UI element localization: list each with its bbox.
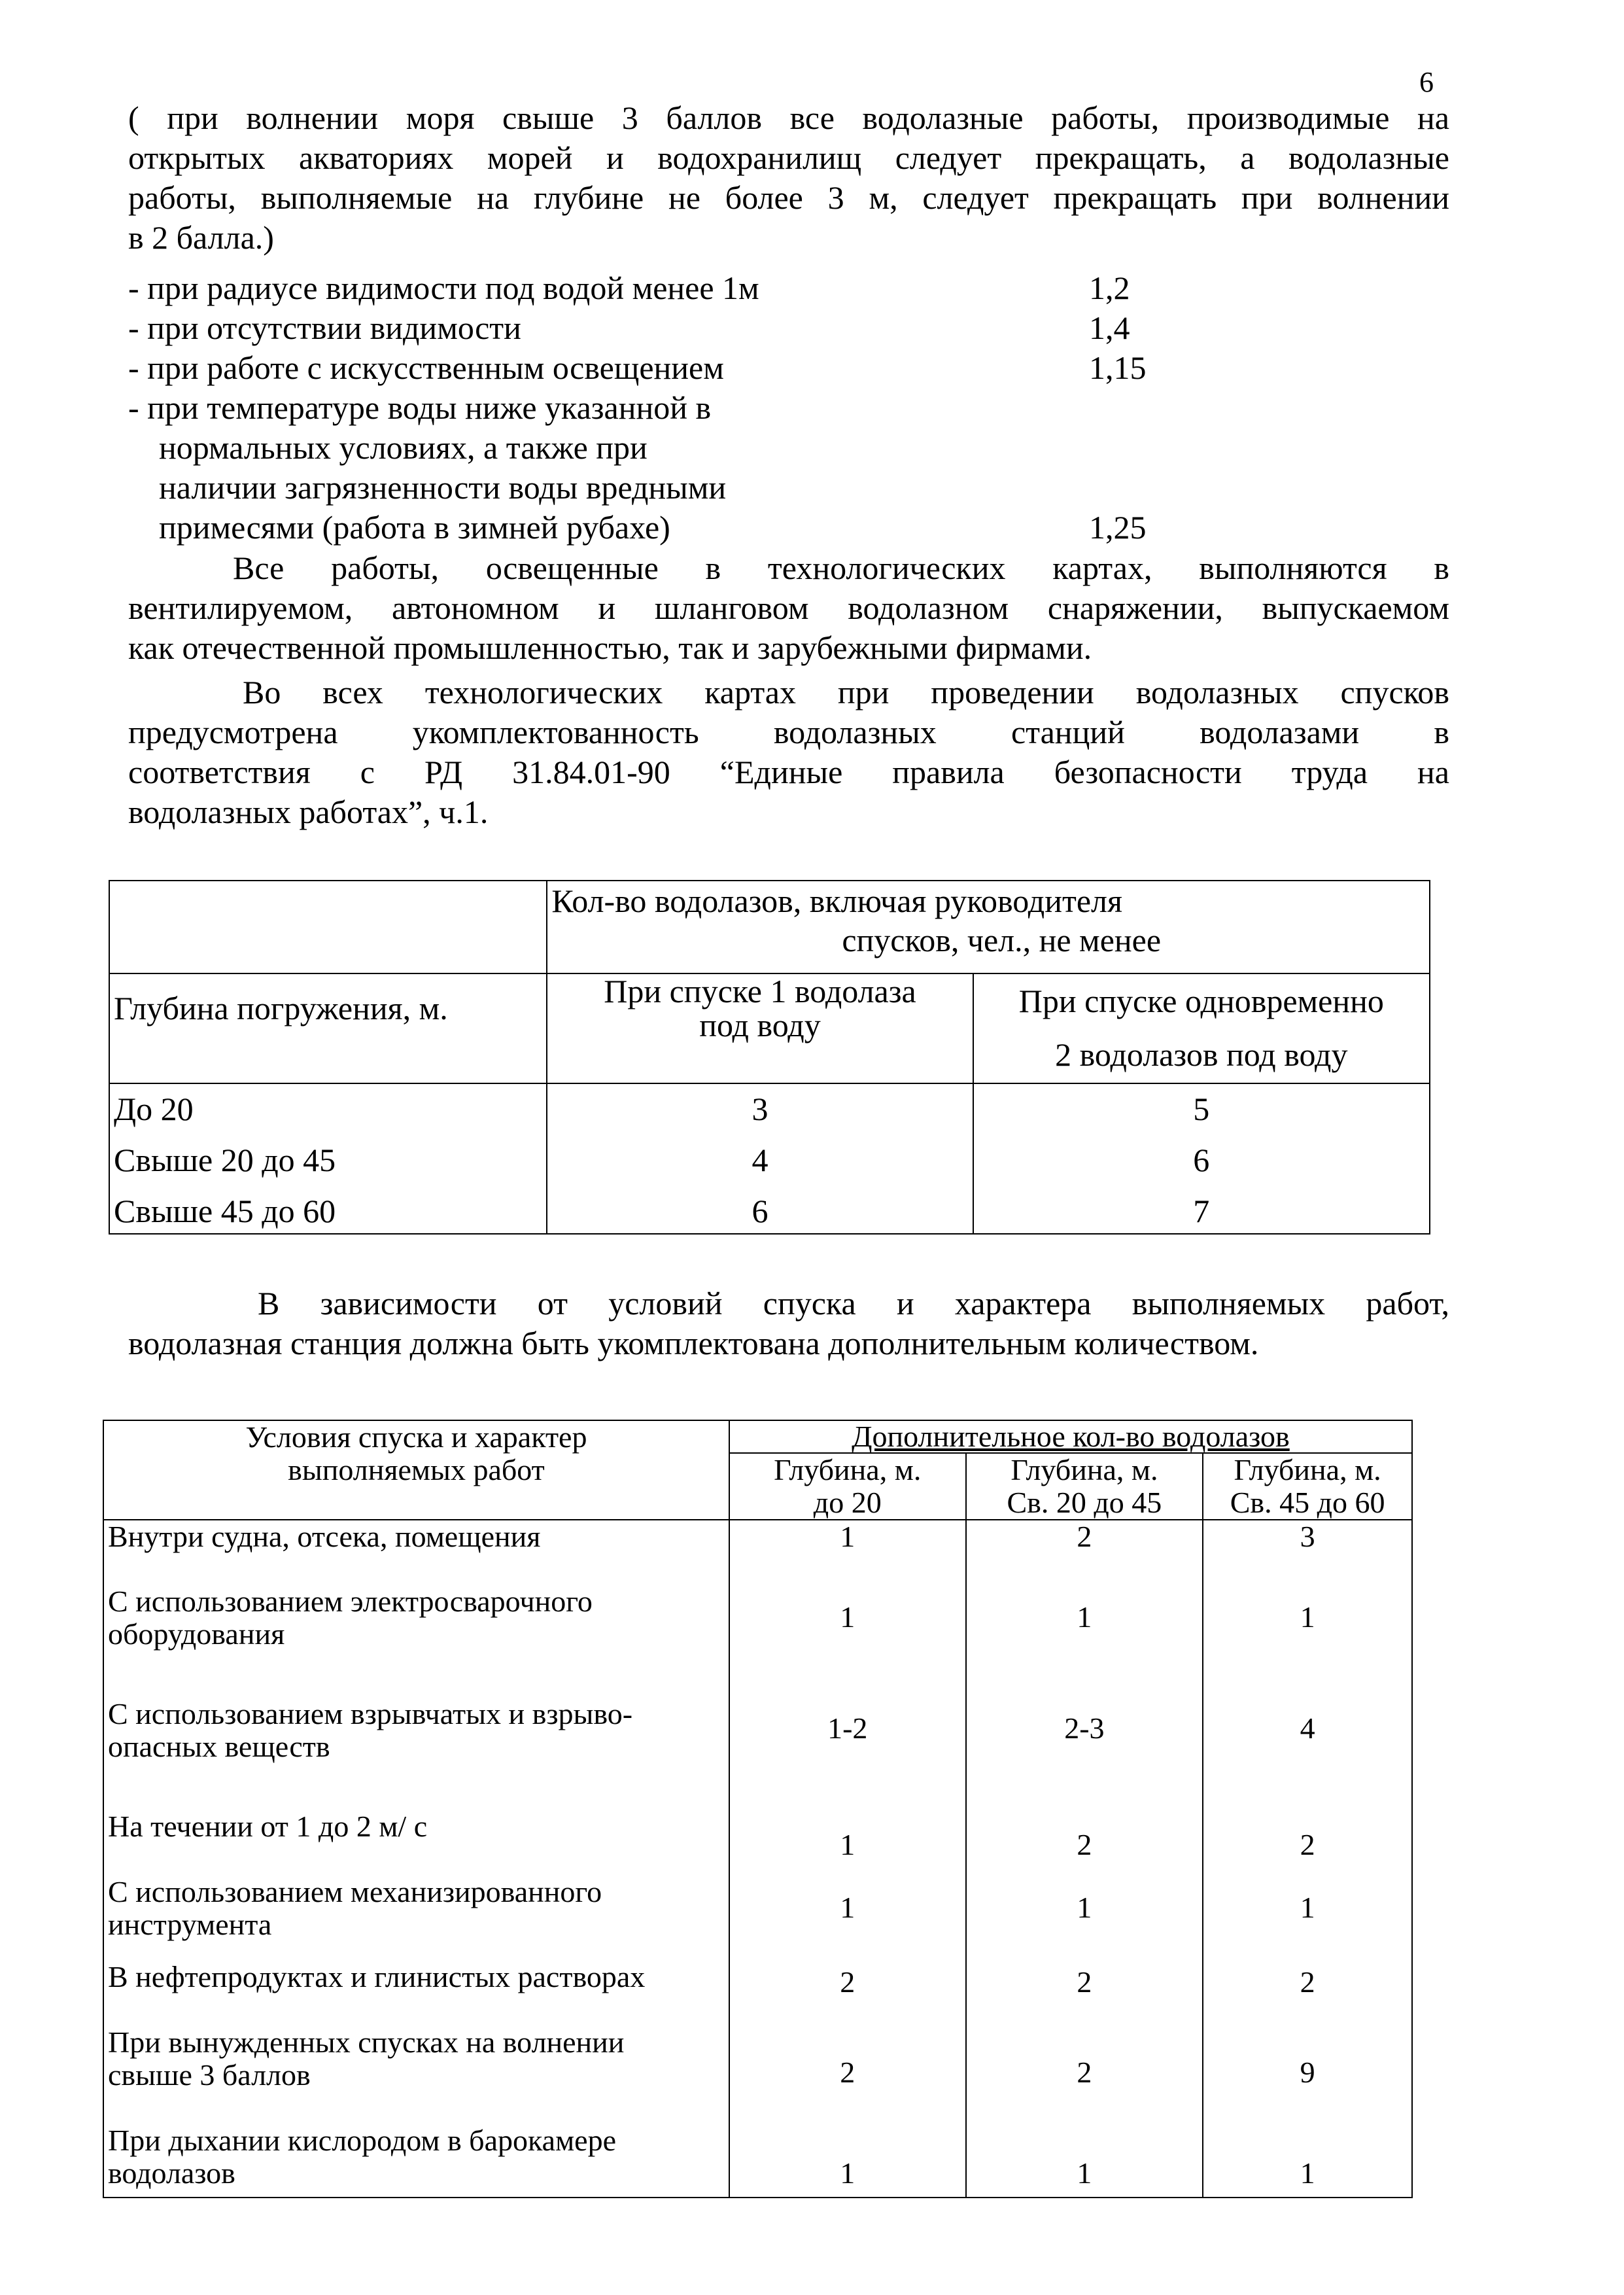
condition-value: 1,25 <box>1089 509 1147 546</box>
condition-line: опасных веществ <box>108 1730 330 1763</box>
paragraph-line: соответствия с РД 31.84.01-90 “Единые правила безопасности труда на <box>128 754 1449 790</box>
header-line: Глубина, м. <box>774 1453 922 1486</box>
table-row <box>103 1698 1412 1810</box>
condition-text: - при отсутствии видимости <box>128 309 521 346</box>
condition-line: На течении от 1 до 2 м/ с <box>108 1810 428 1843</box>
cell-depth-2: 1 <box>966 2124 1203 2198</box>
header-line: Св. 45 до 60 <box>1230 1486 1385 1519</box>
cell-condition <box>103 2026 729 2124</box>
header-line: под воду <box>699 1007 821 1043</box>
cell-two: 5 <box>973 1083 1430 1129</box>
cell-depth-2: 2-3 <box>966 1698 1203 1810</box>
intro-line: ( при волнении моря свыше 3 баллов все водолазные работы, производимые на <box>128 99 1449 136</box>
cell-depth-3: 1 <box>1203 1876 1412 1961</box>
condition-value: 1,15 <box>1089 349 1147 386</box>
paragraph-line: как отечественной промышленностью, так и зарубежными фирмами. <box>128 629 1092 666</box>
cell-depth-2: 2 <box>966 1520 1203 1585</box>
cell-depth-2: 2 <box>966 1810 1203 1876</box>
column-header-one-diver <box>547 973 973 1083</box>
condition-line: С использованием взрывчатых и взрыво- <box>108 1697 633 1730</box>
table-row <box>103 1810 1412 1876</box>
cell-depth-1: 1 <box>729 1520 966 1585</box>
column-header-two-divers <box>973 973 1430 1083</box>
cell-depth-3: 2 <box>1203 1961 1412 2026</box>
header-group: Дополнительное кол-во водолазов <box>729 1420 1412 1453</box>
table-row <box>109 1083 1430 1129</box>
cell-depth-3: 3 <box>1203 1520 1412 1585</box>
table-row <box>103 2124 1412 2198</box>
condition-value: 1,2 <box>1089 270 1130 306</box>
header-line: При спуске одновременно <box>1018 983 1384 1019</box>
cell-condition <box>103 1810 729 1876</box>
cell-depth-2: 1 <box>966 1585 1203 1698</box>
page-number: 6 <box>1419 66 1434 98</box>
intro-line: работы, выполняемые на глубине не более 3 м, следует прекращать при волнении <box>128 179 1449 216</box>
paragraph-line: Все работы, освещенные в технологических картах, выполняются в <box>233 550 1449 586</box>
condition-text: наличии загрязненности воды вредными <box>159 469 727 506</box>
condition-line: инструмента <box>108 1908 272 1941</box>
condition-text: - при температуре воды ниже указанной в <box>128 389 712 426</box>
paragraph-line: водолазных работах”, ч.1. <box>128 794 489 830</box>
condition-line: оборудования <box>108 1617 285 1651</box>
header-line: выполняемых работ <box>288 1453 545 1486</box>
cell-condition <box>103 1876 729 1961</box>
column-header-depth-2 <box>966 1453 1203 1520</box>
cell-two: 7 <box>973 1180 1430 1234</box>
condition-line: При вынужденных спусках на волнении <box>108 2025 625 2059</box>
cell-one: 3 <box>547 1083 973 1129</box>
condition-line: С использованием электросварочного <box>108 1585 593 1618</box>
cell-depth-1: 1 <box>729 2124 966 2198</box>
condition-line: С использованием механизированного <box>108 1875 602 1908</box>
intro-line: в 2 балла.) <box>128 219 274 256</box>
condition-line: водолазов <box>108 2156 235 2190</box>
header-line: Условия спуска и характер <box>245 1420 587 1454</box>
header-group-line: Кол-во водолазов, включая руководителя <box>551 883 1122 919</box>
cell-depth-3: 4 <box>1203 1698 1412 1810</box>
cell-depth-1: 2 <box>729 2026 966 2124</box>
column-header-depth-3 <box>1203 1453 1412 1520</box>
cell-condition <box>103 1585 729 1698</box>
additional-divers-table <box>103 1420 1413 2198</box>
paragraph-additional <box>128 1284 1449 1363</box>
header-line: Св. 20 до 45 <box>1007 1486 1162 1519</box>
cell-depth-2: 1 <box>966 1876 1203 1961</box>
header-line: При спуске 1 водолаза <box>604 973 916 1009</box>
cell-condition <box>103 2124 729 2198</box>
table-row <box>109 1180 1430 1234</box>
paragraph-line: водолазная станция должна быть укомплектована дополнительным количеством. <box>128 1325 1259 1361</box>
cell-one: 4 <box>547 1129 973 1180</box>
column-header-depth: Глубина погружения, м. <box>109 973 547 1083</box>
paragraph-line: предусмотрена укомплектованность водолазных станций водолазами в <box>128 714 1449 750</box>
condition-text: - при радиусе видимости под водой менее 1м <box>128 270 759 306</box>
header-line: Глубина, м. <box>1234 1453 1381 1486</box>
table-row <box>103 2026 1412 2124</box>
cell-depth-3: 1 <box>1203 1585 1412 1698</box>
paragraph-line: вентилируемом, автономном и шланговом водолазном снаряжении, выпускаемом <box>128 589 1449 626</box>
cell-condition <box>103 1698 729 1810</box>
paragraph-staffing <box>128 673 1449 832</box>
cell-depth-3: 2 <box>1203 1810 1412 1876</box>
cell-depth-1: 1 <box>729 1876 966 1961</box>
table-header-cell <box>547 881 1430 973</box>
column-header-depth-1 <box>729 1453 966 1520</box>
header-line: 2 водолазов под воду <box>1055 1036 1348 1073</box>
cell-depth-1: 1-2 <box>729 1698 966 1810</box>
intro-paragraph <box>128 98 1449 258</box>
divers-count-table <box>109 880 1430 1235</box>
cell-one: 6 <box>547 1180 973 1234</box>
table-row <box>103 1520 1412 1585</box>
table-header-row <box>109 973 1430 1083</box>
condition-line: Внутри судна, отсека, помещения <box>108 1520 541 1553</box>
cell-two: 6 <box>973 1129 1430 1180</box>
cell-depth-2: 2 <box>966 1961 1203 2026</box>
condition-text: нормальных условиях, а также при <box>159 429 648 466</box>
condition-line: В нефтепродуктах и глинистых растворах <box>108 1960 646 1993</box>
cell-depth-2: 2 <box>966 2026 1203 2124</box>
cell-depth-3: 9 <box>1203 2026 1412 2124</box>
table-row <box>103 1876 1412 1961</box>
condition-text: примесями (работа в зимней рубахе) <box>159 509 670 546</box>
cell-condition <box>103 1520 729 1585</box>
cell-depth: До 20 <box>109 1083 547 1129</box>
cell-depth-1: 2 <box>729 1961 966 2026</box>
header-group-line: спусков, чел., не менее <box>842 922 1162 958</box>
condition-line: При дыхании кислородом в барокамере <box>108 2124 617 2157</box>
table-header-cell <box>109 881 547 973</box>
condition-value: 1,4 <box>1089 309 1130 346</box>
intro-line: открытых акваториях морей и водохранилищ следует прекращать, а водолазные <box>128 139 1449 176</box>
header-line: до 20 <box>813 1486 882 1519</box>
condition-text: - при работе с искусственным освещением <box>128 349 724 386</box>
column-header-conditions <box>103 1420 729 1520</box>
paragraph-line: Во всех технологических картах при проведении водолазных спусков <box>243 674 1449 710</box>
table-header-row <box>103 1420 1412 1453</box>
cell-depth: Свыше 20 до 45 <box>109 1129 547 1180</box>
paragraph-line: В зависимости от условий спуска и характера выполняемых работ, <box>258 1285 1449 1322</box>
table-header-row <box>109 881 1430 973</box>
condition-line: свыше 3 баллов <box>108 2058 311 2092</box>
header-line: Глубина, м. <box>1011 1453 1158 1486</box>
cell-depth: Свыше 45 до 60 <box>109 1180 547 1234</box>
cell-depth-1: 1 <box>729 1810 966 1876</box>
cell-depth-3: 1 <box>1203 2124 1412 2198</box>
table-row <box>103 1585 1412 1698</box>
paragraph-equipment <box>128 548 1449 668</box>
cell-depth-1: 1 <box>729 1585 966 1698</box>
table-row <box>103 1961 1412 2026</box>
cell-condition <box>103 1961 729 2026</box>
table-row <box>109 1129 1430 1180</box>
